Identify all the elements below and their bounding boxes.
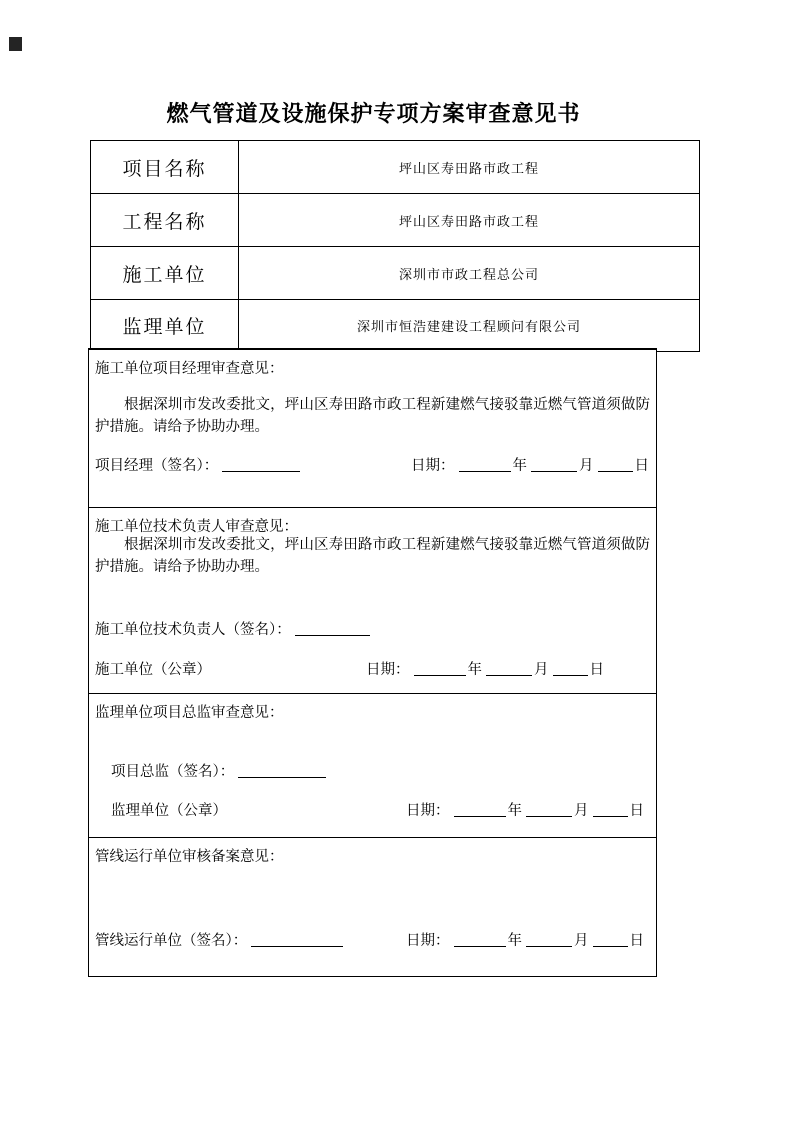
date-year-blank xyxy=(454,931,506,947)
date-day-unit: 日 xyxy=(634,458,649,474)
date-year-unit: 年 xyxy=(467,662,482,678)
signature-blank xyxy=(222,456,300,472)
row-value: 深圳市恒浩建建设工程顾问有限公司 xyxy=(356,319,581,334)
signature-blank xyxy=(238,762,326,778)
table-row xyxy=(91,247,699,300)
row-label: 监理单位 xyxy=(91,300,239,351)
date-group xyxy=(406,799,644,820)
date-label: 日期： xyxy=(406,803,450,819)
date-group xyxy=(406,929,644,950)
section-heading: 管线运行单位审核备案意见： xyxy=(95,849,284,865)
signature-blank xyxy=(295,620,370,636)
date-month-unit: 月 xyxy=(574,803,589,819)
project-info-table xyxy=(90,140,700,352)
date-day-unit: 日 xyxy=(629,803,644,819)
signature-date-row xyxy=(95,454,656,475)
table-row xyxy=(91,300,699,351)
section-tech-review xyxy=(89,508,656,694)
date-label: 日期： xyxy=(411,458,455,474)
date-year-unit: 年 xyxy=(507,803,522,819)
date-day-blank xyxy=(593,801,628,817)
sign-label: 管线运行单位（签名）： xyxy=(95,933,248,949)
page-title: 燃气管道及设施保护专项方案审查意见书 xyxy=(166,101,581,126)
date-label: 日期： xyxy=(406,933,450,949)
date-month-blank xyxy=(526,931,572,947)
section-supervisor-review xyxy=(89,694,656,838)
stamp-label: 施工单位（公章） xyxy=(95,662,211,678)
row-value: 坪山区寿田路市政工程 xyxy=(398,160,539,176)
review-opinions-table xyxy=(88,348,657,977)
row-value: 深圳市市政工程总公司 xyxy=(398,266,539,282)
row-label: 项目名称 xyxy=(91,141,239,193)
signature-row xyxy=(95,618,656,639)
signature-row xyxy=(111,760,656,781)
stamp-date-row xyxy=(95,658,656,679)
section-manager-review xyxy=(89,350,656,508)
section-heading: 监理单位项目总监审查意见： xyxy=(95,705,284,721)
row-label: 施工单位 xyxy=(91,247,239,299)
date-year-unit: 年 xyxy=(512,458,527,474)
date-group xyxy=(366,658,604,679)
date-year-blank xyxy=(454,801,506,817)
stamp-label: 监理单位（公章） xyxy=(111,803,227,819)
date-day-unit: 日 xyxy=(589,662,604,678)
date-label: 日期： xyxy=(366,662,410,678)
scan-corner-artifact xyxy=(9,37,22,51)
section-heading: 施工单位项目经理审查意见： xyxy=(95,361,284,377)
table-row xyxy=(91,141,699,194)
date-month-blank xyxy=(531,456,577,472)
sign-label: 项目经理（签名）： xyxy=(95,458,219,474)
review-comment: 根据深圳市发改委批文，坪山区寿田路市政工程新建燃气接驳靠近燃气管道须做防护措施。请给予协助办理。 xyxy=(95,397,650,435)
section-pipeline-review xyxy=(89,838,656,976)
sign-label: 施工单位技术负责人（签名）： xyxy=(95,622,291,638)
signature-date-row xyxy=(95,929,656,950)
table-row xyxy=(91,194,699,247)
review-comment: 根据深圳市发改委批文，坪山区寿田路市政工程新建燃气接驳靠近燃气管道须做防护措施。请给予协助办理。 xyxy=(95,537,650,575)
date-month-unit: 月 xyxy=(534,662,549,678)
date-day-unit: 日 xyxy=(629,933,644,949)
date-day-blank xyxy=(593,931,628,947)
date-month-blank xyxy=(486,660,532,676)
sign-label: 项目总监（签名）： xyxy=(111,764,235,780)
date-month-blank xyxy=(526,801,572,817)
section-heading: 施工单位技术负责人审查意见： xyxy=(95,519,298,535)
date-day-blank xyxy=(598,456,633,472)
date-month-unit: 月 xyxy=(574,933,589,949)
signature-blank xyxy=(251,931,343,947)
date-month-unit: 月 xyxy=(579,458,594,474)
row-value: 坪山区寿田路市政工程 xyxy=(398,213,539,229)
date-day-blank xyxy=(553,660,588,676)
row-label: 工程名称 xyxy=(91,194,239,246)
date-year-blank xyxy=(414,660,466,676)
stamp-date-row xyxy=(111,799,656,820)
date-year-unit: 年 xyxy=(507,933,522,949)
date-year-blank xyxy=(459,456,511,472)
date-group xyxy=(411,454,649,475)
